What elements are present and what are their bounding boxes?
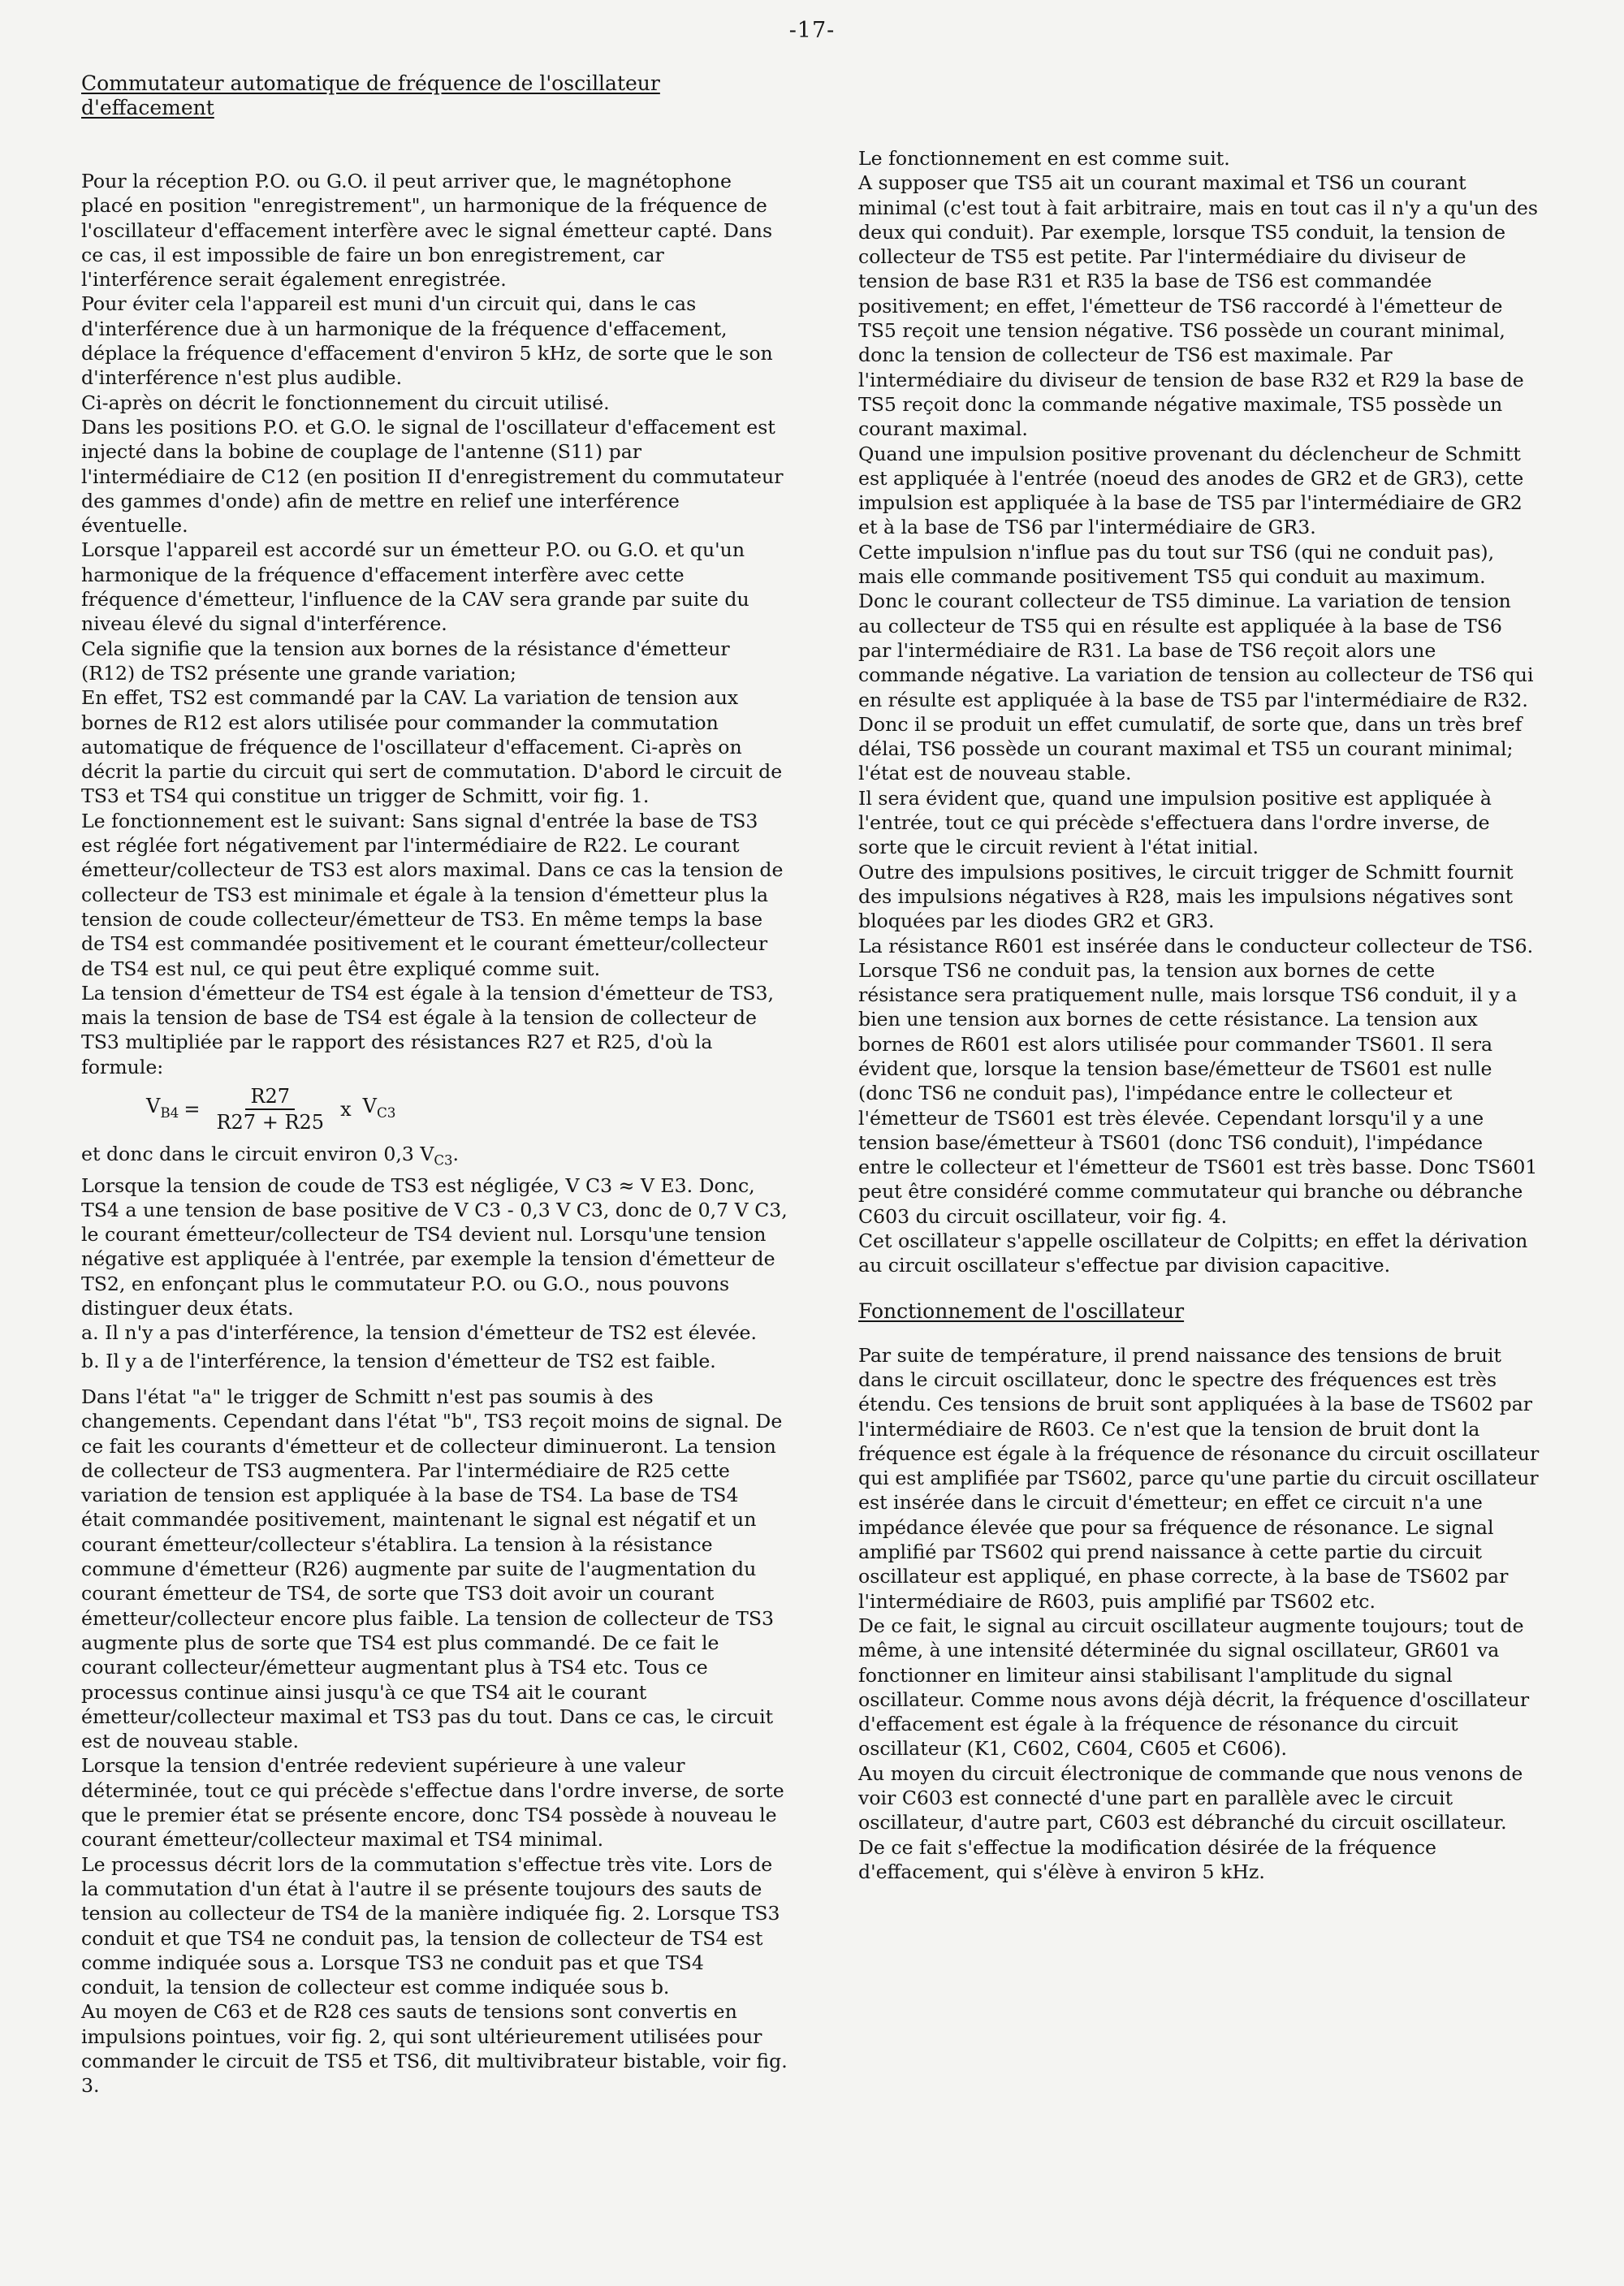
paragraph: Outre des impulsions positives, le circuit trigger de Schmitt fournit des impulsions négatives à R28, mais les impulsions négatives sont bloquées par les diodes GR2 et GR3. xyxy=(858,860,1514,933)
paragraph: De ce fait, le signal au circuit oscillateur augmente toujours; tout de même, à une intensité déterminée du signal oscillateur, GR601 va fonctionner en limiteur ainsi stabilisant l'amplitude du signal oscillateur. Comme nous avons déjà décrit, la fréquence d'oscillateur d'effacement est égale à la fréquence de résonance du circuit oscillateur (K1, C602, C604, C605 et C606). xyxy=(858,1614,1530,1761)
formula-rhs: $V_{C3}$ xyxy=(362,1095,396,1121)
paragraph: Lorsque la tension de coude de TS3 est négligée, V C3 ≈ V E3. Donc, TS4 a une tension de base positive de V C3 - 0,3 V C3, donc de 0,7 V C3, le courant émetteur/collecteur de TS4 devient nul. Lorsqu'une tension négative est appliquée à l'entrée, par exemple la tension d'émetteur de TS2, en enfonçant plus le commutateur P.O. ou G.O., nous pouvons distinguer deux états. xyxy=(81,1173,788,1320)
section-heading-oscillateur: Fonctionnement de l'oscillateur xyxy=(858,1299,1185,1323)
formula-numerator: R27 xyxy=(245,1084,295,1110)
paragraph: Cette impulsion n'influe pas du tout sur TS6 (qui ne conduit pas), mais elle commande positivement TS5 qui conduit au maximum. Donc le courant collecteur de TS5 diminue. La variation de tension au collecteur de TS5 qui en résulte est appliquée à la base de TS6 par l'intermédiaire de R31. La base de TS6 reçoit alors une commande négative. La variation de tension au collecteur de TS6 qui en résulte est appliquée à la base de TS5 par l'intermédiaire de R32. Donc il se produit un effet cumulatif, de sorte que, dans un très bref délai, TS6 possède un courant maximal et TS5 un courant minimal; l'état est de nouveau stable. xyxy=(858,540,1534,785)
paragraph: Pour la réception P.O. ou G.O. il peut arriver que, le magnétophone placé en position "enregistrement", un harmonique de la fréquence de l'oscillateur d'effacement interfère avec le signal émetteur capté. Dans ce cas, il est impossible de faire un bon enregistrement, car l'interférence serait également enregistrée. xyxy=(81,170,773,292)
formula-fraction xyxy=(211,1084,329,1135)
list-item: b. Il y a de l'interférence, la tension d'émetteur de TS2 est faible. xyxy=(81,1349,716,1372)
formula-lhs: $V_{B4}$ xyxy=(146,1095,179,1121)
paragraph: Ci-après on décrit le fonctionnement du circuit utilisé. xyxy=(81,391,610,414)
left-column xyxy=(81,71,788,2098)
list-item: a. Il n'y a pas d'interférence, la tension d'émetteur de TS2 est élevée. xyxy=(81,1321,757,1345)
paragraph: Il sera évident que, quand une impulsion positive est appliquée à l'entrée, tout ce qui précède s'effectuera dans l'ordre inverse, de sorte que le circuit revient à l'état initial. xyxy=(858,786,1492,859)
paragraph: Par suite de température, il prend naissance des tensions de bruit dans le circuit oscillateur, donc le spectre des fréquences est très étendu. Ces tensions de bruit sont appliquées à la base de TS602 par l'intermédiaire de R603. Ce n'est que la tension de bruit dont la fréquence est égale à la fréquence de résonance du circuit oscillateur qui est amplifiée par TS602, parce qu'une partie du circuit oscillateur est insérée dans le circuit d'émetteur; en effet ce circuit n'a une impédance élevée que pour sa fréquence de résonance. Le signal amplifié par TS602 qui prend naissance à cette partie du circuit oscillateur est appliqué, en phase correcte, à la base de TS602 par l'intermédiaire de R603, puis amplifié par TS602 etc. xyxy=(858,1343,1540,1613)
right-column xyxy=(858,146,1540,1884)
paragraph: Cela signifie que la tension aux bornes de la résistance d'émetteur (R12) de TS2 présente une grande variation; xyxy=(81,637,730,685)
paragraph: Au moyen de C63 et de R28 ces sauts de tensions sont convertis en impulsions pointues, voir fig. 2, qui sont ultérieurement utilisées pour commander le circuit de TS5 et TS6, dit multivibrateur bistable, voir fig. 3. xyxy=(81,2000,788,2098)
paragraph: Le fonctionnement est le suivant: Sans signal d'entrée la base de TS3 est réglée fort négativement par l'intermédiaire de R22. Le courant émetteur/collecteur de TS3 est alors maximal. Dans ce cas la tension de collecteur de TS3 est minimale et égale à la tension d'émetteur plus la tension de coude collecteur/émetteur de TS3. En même temps la base de TS4 est commandée positivement et le courant émetteur/collecteur de TS4 est nul, ce qui peut être expliqué comme suit. xyxy=(81,809,784,980)
paragraph: De ce fait s'effectue la modification désirée de la fréquence d'effacement, qui s'élève à environ 5 kHz. xyxy=(858,1835,1437,1883)
paragraph: Quand une impulsion positive provenant du déclencheur de Schmitt est appliquée à l'entrée (noeud des anodes de GR2 et de GR3), cette impulsion est appliquée à la base de TS5 par l'intermédiaire de GR2 et à la base de TS6 par l'intermédiaire de GR3. xyxy=(858,442,1524,539)
formula-denominator: R27 + R25 xyxy=(216,1111,325,1134)
paragraph: Au moyen du circuit électronique de commande que nous venons de voir C603 est connecté d'une part en parallèle avec le circuit oscillateur, d'autre part, C603 est débranché du circuit oscillateur. xyxy=(858,1761,1523,1834)
page-number: -17- xyxy=(788,18,836,43)
paragraph: et donc dans le circuit environ 0,3 $V_{C3}$. xyxy=(81,1142,460,1169)
paragraph: Pour éviter cela l'appareil est muni d'un circuit qui, dans le cas d'interférence due à un harmonique de la fréquence d'effacement, déplace la fréquence d'effacement d'environ 5 kHz, de sorte que le son d'interférence n'est plus audible. xyxy=(81,292,773,390)
section-heading-commutateur: Commutateur automatique de fréquence de l'oscillateur d'effacement xyxy=(81,71,660,119)
paragraph: Dans l'état "a" le trigger de Schmitt n'est pas soumis à des changements. Cependant dans l'état "b", TS3 reçoit moins de signal. De ce fait les courants d'émetteur et de collecteur diminueront. La tension de collecteur de TS3 augmentera. Par l'intermédiaire de R25 cette variation de tension est appliquée à la base de TS4. La base de TS4 était commandée positivement, maintenant le signal est négatif et un courant émetteur/collecteur s'établira. La tension à la résistance commune d'émetteur (R26) augmente par suite de l'augmentation du courant émetteur de TS4, de sorte que TS3 doit avoir un courant émetteur/collecteur encore plus faible. La tension de collecteur de TS3 augmente plus de sorte que TS4 est plus commandé. De ce fait le courant collecteur/émetteur augmentant plus à TS4 etc. Tous ce processus continue ainsi jusqu'à ce que TS4 ait le courant émetteur/collecteur maximal et TS3 pas du tout. Dans ce cas, le circuit est de nouveau stable. xyxy=(81,1385,783,1753)
formula-times: x xyxy=(340,1098,352,1121)
paragraph: La résistance R601 est insérée dans le conducteur collecteur de TS6. Lorsque TS6 ne conduit pas, la tension aux bornes de cette résistance sera pratiquement nulle, mais lorsque TS6 conduit, il y a bien une tension aux bornes de cette résistance. La tension aux bornes de R601 est alors utilisée pour commander TS601. Il sera évident que, lorsque la tension base/émetteur de TS601 est nulle (donc TS6 ne conduit pas), l'impédance entre le collecteur et l'émetteur de TS601 est très élevée. Cependant lorsqu'il y a une tension base/émetteur à TS601 (donc TS6 conduit), l'impédance entre le collecteur et l'émetteur de TS601 est très basse. Donc TS601 peut être considéré comme commutateur qui branche ou débranche C603 du circuit oscillateur, voir fig. 4. xyxy=(858,934,1538,1228)
paragraph: A supposer que TS5 ait un courant maximal et TS6 un courant minimal (c'est tout à fait arbitraire, mais en tout cas il n'y a qu'un des deux qui conduit). Par exemple, lorsque TS5 conduit, la tension de collecteur de TS5 est petite. Par l'intermédiaire du diviseur de tension de base R31 et R35 la base de TS6 est commandée positivement; en effet, l'émetteur de TS6 raccordé à l'émetteur de TS5 reçoit une tension négative. TS6 possède un courant minimal, donc la tension de collecteur de TS6 est maximale. Par l'intermédiaire du diviseur de tension de base R32 et R29 la base de TS5 reçoit donc la commande négative maximale, TS5 possède un courant maximal. xyxy=(858,171,1538,441)
paragraph: Le processus décrit lors de la commutation s'effectue très vite. Lors de la commutation d'un état à l'autre il se présente toujours des sauts de tension au collecteur de TS4 de la manière indiquée fig. 2. Lorsque TS3 conduit et que TS4 ne conduit pas, la tension de collecteur de TS4 est comme indiquée sous a. Lorsque TS3 ne conduit pas et que TS4 conduit, la tension de collecteur est comme indiquée sous b. xyxy=(81,1852,780,1999)
paragraph: En effet, TS2 est commandé par la CAV. La variation de tension aux bornes de R12 est alors utilisée pour commander la commutation automatique de fréquence de l'oscillateur d'effacement. Ci-après on décrit la partie du circuit qui sert de commutation. D'abord le circuit de TS3 et TS4 qui constitue un trigger de Schmitt, voir fig. 1. xyxy=(81,686,783,808)
paragraph: Lorsque la tension d'entrée redevient supérieure à une valeur déterminée, tout ce qui précède s'effectue dans l'ordre inverse, de sorte que le premier état se présente encore, donc TS4 possède à nouveau le courant émetteur/collecteur maximal et TS4 minimal. xyxy=(81,1754,784,1852)
formula-vb4 xyxy=(146,1084,788,1135)
paragraph: Le fonctionnement en est comme suit. xyxy=(858,147,1230,170)
formula-equals: = xyxy=(184,1098,201,1121)
paragraph: Cet oscillateur s'appelle oscillateur de Colpitts; en effet la dérivation au circuit oscillateur s'effectue par division capacitive. xyxy=(858,1229,1528,1277)
paragraph: Lorsque l'appareil est accordé sur un émetteur P.O. ou G.O. et qu'un harmonique de la fréquence d'effacement interfère avec cette fréquence d'émetteur, l'influence de la CAV sera grande par suite du niveau élevé du signal d'interférence. xyxy=(81,538,749,636)
paragraph: Dans les positions P.O. et G.O. le signal de l'oscillateur d'effacement est injecté dans la bobine de couplage de l'antenne (S11) par l'intermédiaire de C12 (en position II d'enregistrement du commutateur des gammes d'onde) afin de mettre en relief une interférence éventuelle. xyxy=(81,415,784,538)
paragraph: La tension d'émetteur de TS4 est égale à la tension d'émetteur de TS3, mais la tension de base de TS4 est égale à la tension de collecteur de TS3 multipliée par le rapport des résistances R27 et R25, d'où la formule: xyxy=(81,981,775,1078)
